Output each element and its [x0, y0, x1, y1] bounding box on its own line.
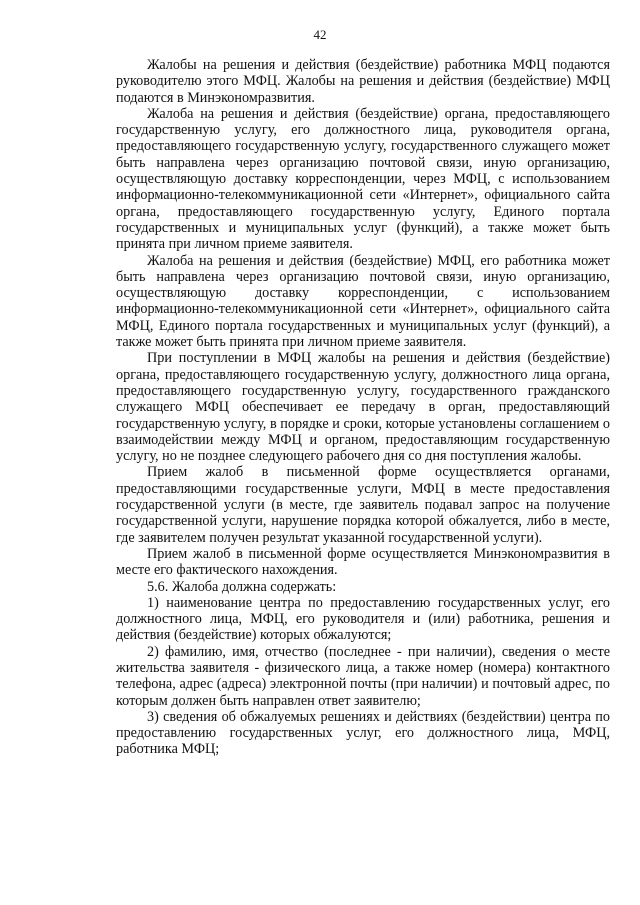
page-number: 42 — [313, 27, 327, 42]
paragraph-complaints-mfc-employee: Жалобы на решения и действия (бездействие) работника МФЦ подаются руководителю этого МФЦ. Жалобы на решения и действия (бездействие) МФЦ подаются в Минэкономразвития. — [116, 57, 610, 106]
paragraph-complaints-mfc: Жалоба на решения и действия (бездействие) МФЦ, его работника может быть направлена через организацию почтовой связи, иную организацию, осуществляющую доставку корреспонденции, с использованием информационно-телекоммуникационной сети «Интернет», официального сайта МФЦ, Единого портала государственных и муниципальных услуг (функций), а также может быть принята при личном приеме заявителя. — [116, 252, 610, 351]
section-heading-5-6: 5.6. Жалоба должна содержать: — [147, 578, 337, 595]
document-body — [116, 57, 610, 758]
list-item-2: 2) фамилию, имя, отчество (последнее - при наличии), сведения о месте жительства заявителя - физического лица, а также номер (номера) контактного телефона, адрес (адреса) электронной почты (при наличии) и почтовый адрес, по которым должен быть направлен ответ заявителю; — [116, 643, 610, 709]
paragraph-complaints-authority: Жалоба на решения и действия (бездействие) органа, предоставляющего государственную услугу, его должностного лица, руководителя органа, предоставляющего государственную услугу, государственного служащего может быть направлена через организацию почтовой связи, иную организацию, осуществляющую доставку корреспонденции, через МФЦ, с использованием информационно-телекоммуникационной сети «Интернет», официального сайта органа, предоставляющего государственную услугу, Единого портала государственных и муниципальных услуг (функций), а также может быть принята при личном приеме заявителя. — [116, 105, 610, 253]
list-item-3: 3) сведения об обжалуемых решениях и действиях (бездействии) центра по предоставлению государственных услуг, его должностного лица, МФЦ, работника МФЦ; — [116, 708, 610, 758]
paragraph-mfc-forwarding: При поступлении в МФЦ жалобы на решения и действия (бездействие) органа, предоставляющего государственную услугу, должностного лица органа, предоставляющего государственную услугу, государственного гражданского служащего МФЦ обеспечивает ее передачу в орган, предоставляющий государственную услугу, в порядке и сроки, которые установлены соглашением о взаимодействии между МФЦ и органом, предоставляющим государственную услугу, но не позднее следующего рабочего дня со дня поступления жалобы. — [116, 350, 610, 465]
list-item-1: 1) наименование центра по предоставлению государственных услуг, его должностного лица, МФЦ, его руководителя и (или) работника, решения и действия (бездействие) которых обжалуются; — [116, 594, 610, 644]
paragraph-written-complaints: Прием жалоб в письменной форме осуществляется органами, предоставляющими государственные услуги, МФЦ в месте предоставления государственной услуги (в месте, где заявитель подавал запрос на получение государственной услуги, нарушение порядка которой обжалуется, либо в месте, где заявителем получен результат указанной государственной услуги). — [116, 464, 610, 546]
paragraph-ministry-reception: Прием жалоб в письменной форме осуществляется Минэкономразвития в месте его фактического нахождения. — [116, 545, 610, 579]
